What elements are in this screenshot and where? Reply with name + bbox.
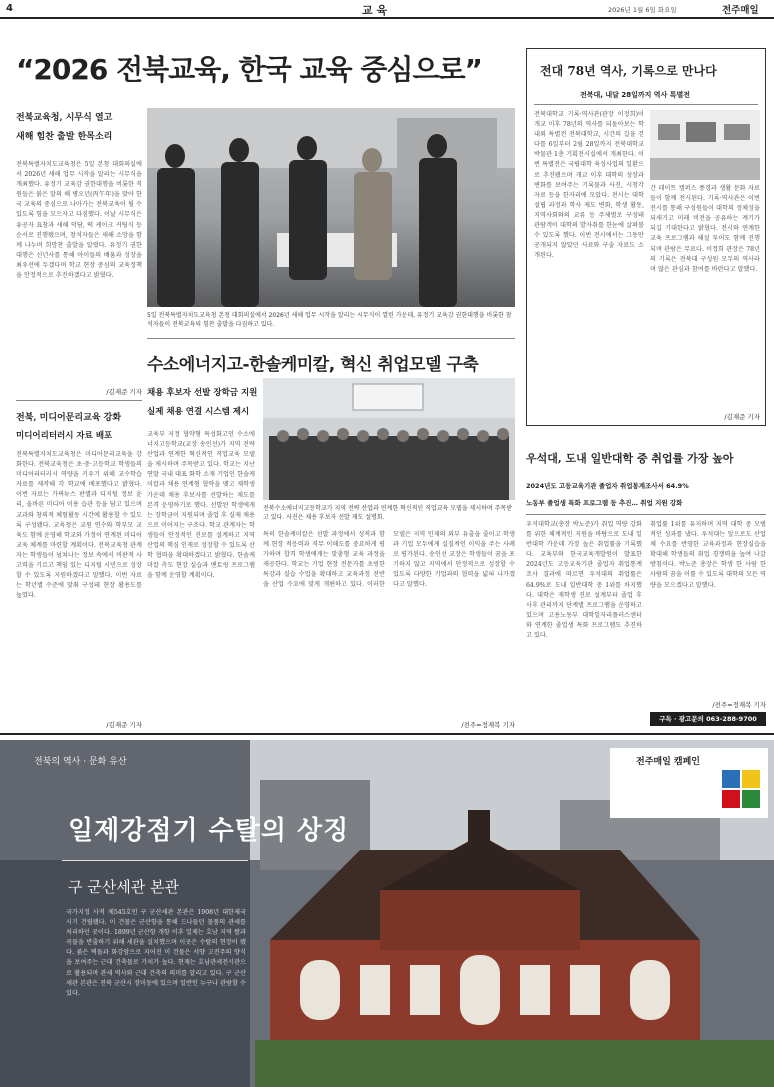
exhibition-body-right: 간 데이트 캠퍼스 풍경과 생활 문화 자료들이 함께 전시된다. 기록·역사관은 이번 전시를 통해 구성원들이 대학의 정체성을 되새기고 미래 비전을 공유하는 계기가 되길 기대한다고 밝혔다. 전시와 연계한 교육 프로그램과 해설 투어도 함께 진행되며 관람은 무료다. 이정희 관장은 78년의 기록은 전북대 구성원 모두의 역사라며 많은 관심과 참여를 바란다고 말했다. [650, 185, 760, 273]
main-headline: “2026 전북교육, 한국 교육 중심으로” [16, 53, 482, 86]
woosuk-body-right: 취업률 1위를 유지하며 지역 대학 중 모범적인 성과를 냈다. 우석대는 앞으로도 산업체 수요를 반영한 교육과정과 현장실습을 확대해 학생들의 취업 경쟁력을 높여 나갈 방침이다. 박노준 총장은 학생 한 사람 한 사람의 꿈을 이룰 수 있도록 대학의 모든 역량을 모으겠다고 말했다. [650, 521, 766, 589]
section-rule [0, 733, 774, 735]
feature-campaign-label: 전주매일 캠페인 [636, 757, 700, 767]
exhibition-photo [650, 110, 760, 180]
left-article-byline: /김재준 기자 [106, 721, 142, 729]
feature-series-label: 전북의 역사 · 문화 유산 [34, 757, 127, 767]
left-article-subtitle: 미디어리터러시 자료 배포 [16, 431, 113, 441]
woosuk-title: 우석대, 도내 일반대학 중 취업률 가장 높아 [526, 452, 734, 465]
lead-subhead-2: 새해 힘찬 출발 한목소리 [16, 132, 113, 142]
left-article-title: 전북, 미디어문리교육 강화 [16, 413, 122, 423]
lead-subhead-1: 전북교육청, 시무식 열고 [16, 113, 113, 123]
divider [526, 514, 766, 515]
exhibition-byline: /김재준 기자 [724, 413, 760, 421]
group-photo [263, 378, 515, 500]
middle-subhead-2: 실제 채용 연결 시스템 제시 [147, 407, 250, 417]
divider [534, 104, 758, 105]
lead-article-body: 전북특별자치도교육청은 5일 본청 대회의실에서 2026년 새해 업무 시작을 알리는 시무식을 개최했다. 유정기 교육감 권한대행을 비롯한 직원들은 붉은 말의 해 병오년(丙午年)을 맞아 한국 교육의 중심으로 나아가는 전북교육이 될 수 있도록 힘을 모으자고 다짐했다. 이날 시무식은 유공자 표창과 새해 덕담, 떡 케이크 커팅식 등 순서로 진행됐으며, 참석자들은 새해 소망을 함께 나누며 희망찬 출발을 알렸다. 유정기 권한대행은 신년사를 통해 아이들의 배움과 성장을 최우선에 두겠다며 학교 현장 중심의 교육정책을 안정적으로 추진하겠다고 밝혔다. [16, 161, 142, 280]
subscription-ad-strip: 구독 · 광고문의 063-288-9700 [650, 712, 766, 726]
divider [147, 338, 515, 339]
woosuk-subtitle-1: 2024년도 고등교육기관 졸업자 취업통계조사서 64.9% [526, 482, 689, 490]
left-article-body: 전북특별자치도교육청은 미디어문리교육을 강화한다. 전북교육청은 초·중·고등학교 학생들의 미디어리터러시 역량을 키우기 위해 교수학습 자료를 제작해 각 학교에 배포했다고 밝혔다. 이번 자료는 가짜뉴스 판별과 디지털 정보 윤리, 올바른 미디어 이용 습관 등을 담고 있으며 교과와 창의적 체험활동 시간에 활용할 수 있도록 구성됐다. 교육청은 교원 연수와 학부모 교육도 함께 운영해 학교와 가정이 연계된 미디어교육 체계를 마련할 계획이다. 전북교육청 관계자는 학생들이 넘쳐나는 정보 속에서 비판적 사고력을 기르고 책임 있는 디지털 시민으로 성장할 수 있도록 지원하겠다고 말했다. 이번 자료는 학년별 수준에 맞춰 구성돼 현장 활용도를 높였다. [16, 451, 142, 600]
section-label: 교 육 [362, 4, 388, 17]
feature-rule [62, 860, 248, 861]
ceremony-photo [147, 108, 515, 307]
exhibition-title: 전대 78년 역사, 기록으로 만나다 [540, 64, 717, 78]
paper-name: 전주매일 [722, 5, 759, 16]
middle-byline: /전주=정재복 기자 [461, 721, 515, 729]
middle-headline: 수소에너지고-한솔케미칼, 혁신 취업모델 구축 [147, 355, 479, 375]
middle-body-right: 특히 한솔케미칼은 선발 과정에서 성적과 함께 현장 적응력과 직무 이해도를 중요하게 평가하며 합격 학생에게는 맞춤형 교육 과정을 제공한다. 학교는 기업 현장 전문가를 초빙한 특강과 실습 수업을 확대하고 교육과정 전반을 산업 수요에 맞게 개편하고 있다. 이러한 모델은 지역 인재의 외부 유출을 줄이고 학생과 기업 모두에게 실질적인 이익을 주는 사례로 평가된다. 송인선 교장은 학생들이 꿈을 포기하지 않고 지역에서 안정적으로 성장할 수 있도록 다양한 기업과의 협력을 넓혀 나가겠다고 말했다. [263, 531, 515, 589]
woosuk-subtitle-2: 노동부 졸업생 특화 프로그램 등 추진… 취업 지원 강화 [526, 499, 683, 507]
woosuk-body-left: 우석대학교(총장 박노준)가 취업 역량 강화를 위한 체계적인 지원을 바탕으로 도내 일반대학 가운데 가장 높은 취업률을 기록했다. 교육부와 한국교육개발원이 발표한 2024년도 고등교육기관 졸업자 취업통계조사 결과에 따르면 우석대의 취업률은 64.9%로 도내 일반대학 중 1위를 차지했다. 대학은 재학생 진로 설계부터 졸업 후 사후 관리까지 단계별 프로그램을 운영하고 있으며 고용노동부 대학일자리플러스센터와 연계한 졸업생 특화 프로그램도 추진하고 있다. [526, 521, 642, 640]
woosuk-byline: /전주=정재복 기자 [712, 701, 766, 709]
exhibition-photo-graphic [650, 110, 760, 180]
header-rule [0, 17, 774, 19]
exhibition-subtitle: 전북대, 내달 28일까지 역사 특별전 [580, 91, 691, 99]
page-number: 4 [6, 3, 13, 14]
group-photo-caption: 전북수소에너지고등학교가 지역 전략 산업과 연계한 혁신적인 직업교육 모델을 제시하며 주목받고 있다. 사진은 채용 후보자 선발 재도 설명회. [263, 505, 513, 521]
feature-campaign-badge [610, 748, 768, 818]
feature-headline: 일제강점기 수탈의 상징 [68, 816, 350, 846]
campaign-logo-icon [722, 770, 762, 810]
group-photo-graphic [263, 378, 515, 500]
middle-body-left: 교육부 지정 협약형 특성화고인 수소에너지고등학교(교장 송인선)가 지역 전략 산업과 연계한 혁신적인 직업교육 모델을 제시하며 주목받고 있다. 학교는 지난 연말 국내 대표 화학 소재 기업인 한솔케미칼과 채용 연계형 협약을 맺고 재학생 가운데 채용 후보자를 선발하는 제도를 본격 운영하기로 했다. 선발된 학생에게는 장학금이 지원되며 졸업 후 실제 채용으로 이어지는 구조다. 학교 관계자는 학생들이 안정적인 진로를 설계하고 지역 산업의 핵심 인재로 성장할 수 있도록 산학 협력을 확대하겠다고 밝혔다. 한솔케미칼 측도 현장 실습과 멘토링 프로그램을 함께 운영할 계획이다. [147, 431, 255, 580]
ceremony-photo-caption: 5일 전북특별자치도교육청 본청 대회의실에서 2026년 새해 업무 시작을 알리는 시무식이 열린 가운데, 유정기 교육감 권한대행을 비롯한 참석자들이 전북교육의 힘찬 출발을 다짐하고 있다. [147, 312, 512, 328]
ceremony-photo-graphic [147, 108, 515, 307]
feature-body: 국가지정 사적 제545호인 구 군산세관 본관은 1908년 대한제국 시기 건립됐다. 이 건물은 군산항을 통해 드나들던 물품의 관세를 처리하던 곳이다. 1899년 군산항 개항 이후 일제는 호남 지역 쌀과 곡물을 반출하기 위해 세관을 설치했으며 이곳은 수탈의 현장이 됐다. 붉은 벽돌과 화강암으로 지어진 이 건물은 서양 고전주의 양식을 보여주는 근대 건축물로 가치가 높다. 현재는 호남관세전시관으로 활용되며 관세 역사와 근대 건축의 의미를 알리고 있다. 구 군산세관 본관은 전북 군산시 장미동에 있으며 일반인 누구나 관람할 수 있다. [66, 909, 246, 997]
feature-subheadline: 구 군산세관 본관 [68, 878, 179, 896]
exhibition-body-left: 전북대학교 기록·역사관(관장 이정희)이 개교 이후 78년의 역사를 되돌아보는 학내외 특별전 전북대학교, 시간의 길을 걷다를 6일부터 2월 28일까지 전북대학교 박물관 1층 기획전시실에서 개최한다. 이번 특별전은 국립대학 육성사업의 일환으로 추진됐으며 개교 이후 대학의 성장과 변화를 보여주는 기록물과 사진, 시청각 자료 등을 한자리에 모았다. 전시는 대학 설립 과정과 학사 제도 변화, 학생 활동, 지역사회와의 교류 등 주제별로 구성돼 관람객이 대학의 발자취를 한눈에 살펴볼 수 있도록 했다. 이번 전시에서는 그동안 공개되지 않았던 사료와 구술 자료도 소개된다. [534, 111, 644, 260]
middle-subhead-1: 채용 후보자 선발 장학금 지원 [147, 388, 258, 398]
issue-date: 2026년 1월 6일 화요일 [608, 6, 677, 14]
divider [16, 400, 142, 401]
lead-byline: /김재준 기자 [106, 388, 142, 396]
